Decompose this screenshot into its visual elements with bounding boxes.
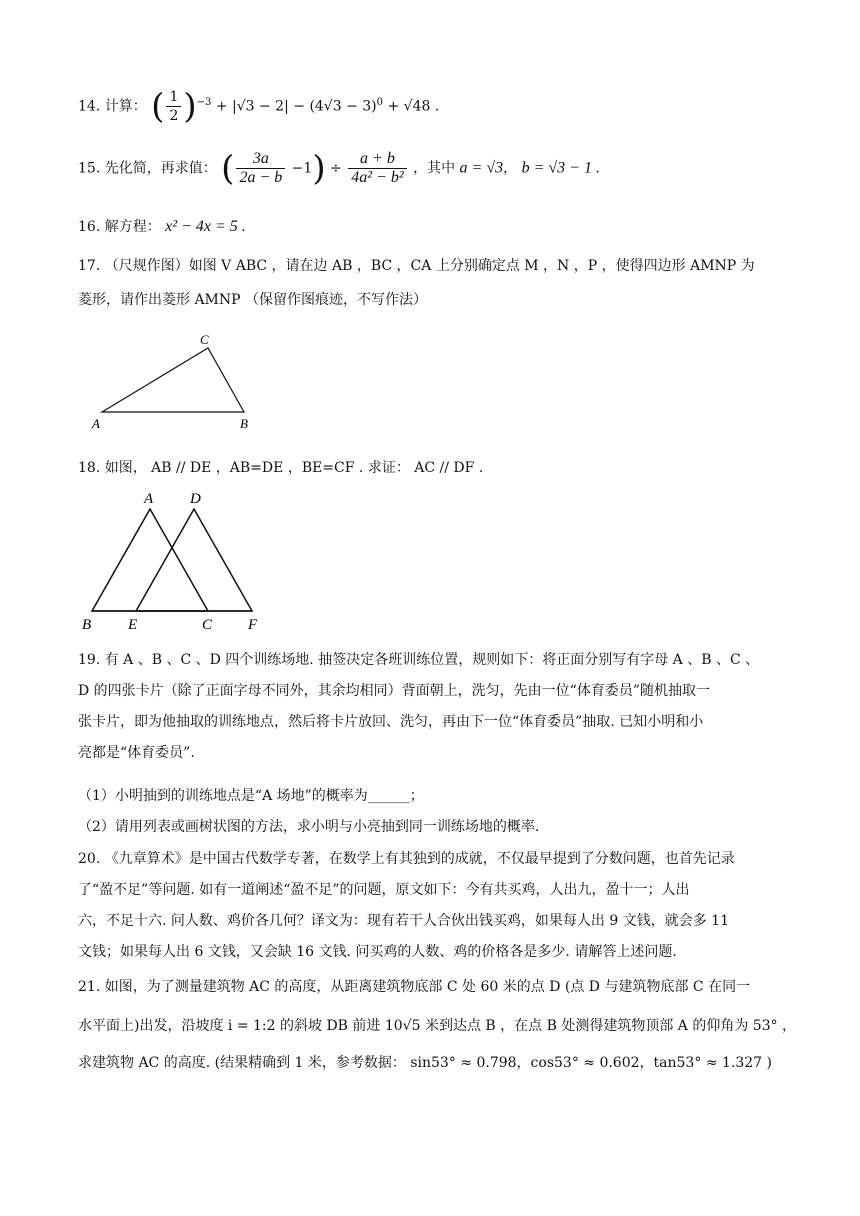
q15-a-value: a = √3 — [459, 159, 504, 177]
question-19-sub1: （1）小明抽到的训练地点是“A 场地”的概率为______； — [78, 788, 424, 804]
question-21-line1: 21. 如图，为了测量建筑物 AC 的高度，从距离建筑物底部 C 处 60 米的点 D (点 D 与建筑物底部 C 在同一 — [78, 979, 751, 995]
question-20-line1: 20. 《九章算术》是中国古代数学专著，在数学上有其独到的成就，不仅最早提到了分数问题，也首先记录 — [78, 851, 735, 867]
exponent-zero: 0 — [376, 96, 384, 108]
label-e: E — [128, 617, 138, 633]
label-d: D — [190, 491, 201, 507]
q14-expr: + |√3 − 2| − (4√3 − 3) — [215, 98, 377, 115]
question-19-line1: 19. 有 A 、B 、C 、D 四个训练场地. 抽签决定各班训练位置，规则如下：将正面分别写有字母 A 、B 、C 、 — [78, 652, 760, 668]
q16-equation: x² − 4x = 5 . — [165, 218, 246, 235]
label-a: A — [92, 416, 100, 431]
question-20-line2: 了“盈不足”等问题. 如有一道阐述“盈不足”的问题，原文如下：今有共买鸡，人出九，盈十一；人出 — [78, 882, 690, 898]
q15-b-value: b = √3 − 1 . — [521, 159, 600, 177]
frac-den: 2 — [169, 108, 179, 124]
q15-where: ，其中 — [413, 160, 456, 177]
label-c: C — [200, 332, 209, 347]
right-paren: ) — [183, 86, 197, 127]
q14-tail: + √48 . — [387, 98, 440, 115]
label-b: B — [82, 617, 92, 633]
question-18-line1: 18. 如图， AB // DE ，AB=DE ，BE=CF . 求证： AC // DF . — [78, 460, 484, 476]
triangle-abc-figure — [88, 330, 268, 435]
fraction-one-half — [166, 88, 181, 125]
question-21-line2: 水平面上)出发，沿坡度 i = 1:2 的斜坡 DB 前进 10√5 米到达点 B ，在点 B 处测得建筑物顶部 A 的仰角为 53° ， — [78, 1018, 797, 1034]
triangle-abc — [92, 509, 208, 611]
q14-prefix: 14. 计算： — [78, 98, 147, 115]
right-paren: ) — [312, 148, 326, 189]
triangle-abc — [102, 348, 244, 412]
left-paren: ( — [151, 86, 165, 127]
question-16 — [78, 217, 246, 237]
fraction-ab — [348, 150, 406, 187]
question-15: 15. 先化简，再求值： ( $\frac{3a}{2a - b}$ −1) ÷ $\frac{a + b}{\text{4a² − b²}}$ ，其中 a = √3， b = √3 − 1 . — [78, 148, 600, 189]
frac-num: 1 — [166, 88, 181, 107]
question-19-line2: D 的四张卡片（除了正面字母不同外，其余均相同）背面朝上，洗匀，先由一位“体育委员”随机抽取一 — [78, 683, 710, 699]
frac-num: a + b — [348, 150, 406, 169]
question-17-line1: 17. （尺规作图）如图 V ABC ，请在边 AB ，BC ，CA 上分别确定点 M ，N ，P ，使得四边形 AMNP 为 — [78, 258, 755, 274]
exponent: −3 — [196, 96, 212, 108]
question-19-line3: 张卡片，即为他抽取的训练地点，然后将卡片放回、洗匀，再由下一位“体育委员”抽取. 已知小明和小 — [78, 714, 704, 730]
question-17-line2: 菱形，请作出菱形 AMNP （保留作图痕迹，不写作法） — [78, 292, 428, 308]
question-20-line4: 文钱；如果每人出 6 文钱，又会缺 16 文钱. 问买鸡的人数、鸡的价格各是多少. 请解答上述问题. — [78, 944, 677, 960]
q15-prefix: 15. 先化简，再求值： — [78, 160, 217, 177]
frac-den: 4a² − b² — [351, 169, 404, 186]
two-triangles-figure — [78, 485, 278, 635]
label-b: B — [240, 416, 248, 431]
label-a: A — [144, 491, 154, 507]
question-20-line3: 六，不足十六. 问人数、鸡价各几何？译文为：现有若干人合伙出钱买鸡，如果每人出 9 文钱，就会多 11 — [78, 913, 729, 929]
frac-den: 2a − b — [239, 169, 283, 186]
question-21-line3: 求建筑物 AC 的高度. (结果精确到 1 米，参考数据： sin53° ≈ 0.798，cos53° ≈ 0.602，tan53° ≈ 1.327 ) — [78, 1055, 772, 1071]
question-19-sub2: （2）请用列表或画树状图的方法，求小明与小亮抽到同一训练场地的概率. — [78, 819, 540, 835]
question-14 — [78, 88, 439, 125]
question-19-line4: 亮都是“体育委员”. — [78, 745, 195, 761]
label-c: C — [202, 617, 213, 633]
fraction-3a — [236, 150, 285, 187]
frac-num: 3a — [236, 150, 285, 169]
q16-text: 16. 解方程： — [78, 219, 161, 235]
triangle-def — [136, 509, 252, 611]
label-f: F — [248, 617, 258, 633]
left-paren: ( — [221, 148, 235, 189]
